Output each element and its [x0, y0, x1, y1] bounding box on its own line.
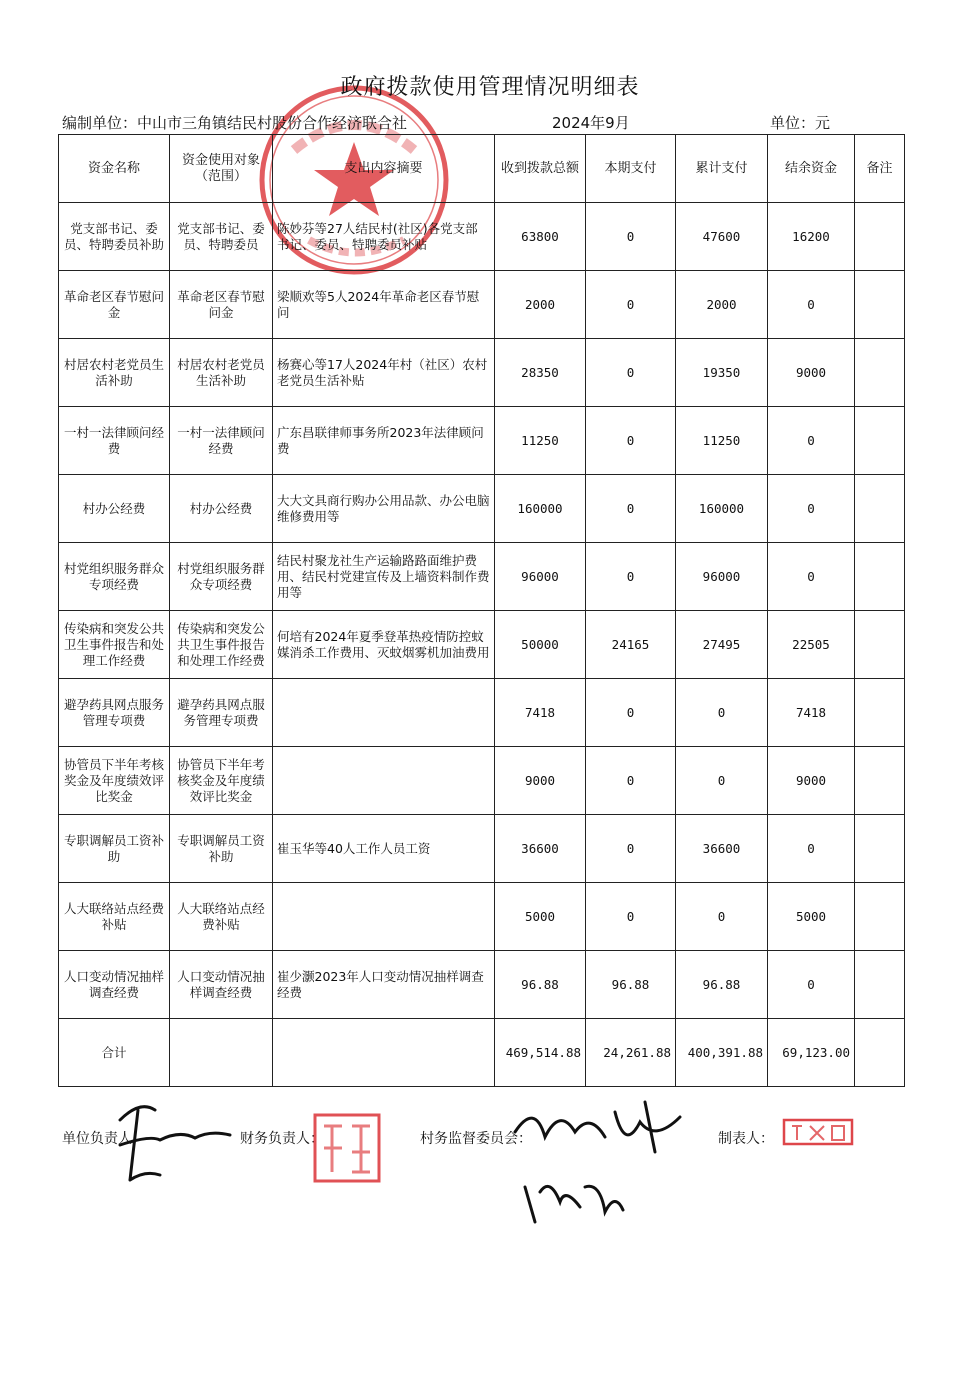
cell-summary [273, 679, 495, 747]
cell-summary: 杨赛心等17人2024年村（社区）农村老党员生活补贴 [273, 339, 495, 407]
cell-fund-name: 人大联络站点经费补贴 [59, 883, 170, 951]
cell-target: 传染病和突发公共卫生事件报告和处理工作经费 [170, 611, 273, 679]
cell-target: 村党组织服务群众专项经费 [170, 543, 273, 611]
cell-balance: 7418 [768, 679, 855, 747]
cell-received: 160000 [495, 475, 586, 543]
report-date: 2024年9月 [552, 114, 630, 132]
maker-stamp [782, 1118, 854, 1146]
cell-summary: 结民村聚龙社生产运输路路面维护费用、结民村党建宣传及上墙资料制作费用等 [273, 543, 495, 611]
table-row [59, 271, 905, 339]
currency-unit: 单位：元 [770, 114, 831, 132]
col-header-summary: 支出内容摘要 [273, 135, 495, 203]
cell-received: 96000 [495, 543, 586, 611]
cell-fund-name: 村办公经费 [59, 475, 170, 543]
cell-summary: 何培有2024年夏季登革热疫情防控蚊媒消杀工作费用、灭蚊烟雾机加油费用 [273, 611, 495, 679]
cell-target: 协管员下半年考核奖金及年度绩效评比奖金 [170, 747, 273, 815]
cell-summary [273, 747, 495, 815]
cell-remark [855, 679, 905, 747]
table-row [59, 747, 905, 815]
page-title: 政府拨款使用管理情况明细表 [340, 75, 640, 100]
unit-head-signature [100, 1090, 240, 1190]
cell-balance: 16200 [768, 203, 855, 271]
cell-current: 0 [586, 883, 676, 951]
cell-current: 0 [586, 543, 676, 611]
cell-target: 避孕药具网点服务管理专项费 [170, 679, 273, 747]
cell-current: 24165 [586, 611, 676, 679]
cell-cumulative: 19350 [676, 339, 768, 407]
supervisor-signature [505, 1092, 695, 1232]
table-row [59, 951, 905, 1019]
maker-label: 制表人： [718, 1131, 774, 1147]
cell-balance: 0 [768, 407, 855, 475]
col-header-balance: 结余资金 [768, 135, 855, 203]
total-received: 469,514.88 [495, 1019, 586, 1087]
total-label: 合计 [59, 1019, 170, 1087]
cell-balance: 0 [768, 271, 855, 339]
cell-remark [855, 1019, 905, 1087]
cell-summary: 梁顺欢等5人2024年革命老区春节慰问 [273, 271, 495, 339]
cell-balance: 9000 [768, 747, 855, 815]
cell-balance: 0 [768, 951, 855, 1019]
cell-cumulative: 0 [676, 747, 768, 815]
col-header-received: 收到拨款总额 [495, 135, 586, 203]
total-balance: 69,123.00 [768, 1019, 855, 1087]
total-cumulative: 400,391.88 [676, 1019, 768, 1087]
cell-fund-name: 村党组织服务群众专项经费 [59, 543, 170, 611]
cell-current: 0 [586, 339, 676, 407]
cell-cumulative: 96.88 [676, 951, 768, 1019]
table-row [59, 543, 905, 611]
cell-cumulative: 160000 [676, 475, 768, 543]
cell-remark [855, 339, 905, 407]
cell-fund-name: 专职调解员工资补助 [59, 815, 170, 883]
cell-received: 50000 [495, 611, 586, 679]
cell-remark [855, 815, 905, 883]
cell-remark [855, 611, 905, 679]
cell-received: 2000 [495, 271, 586, 339]
col-header-remark: 备注 [855, 135, 905, 203]
cell-summary [273, 1019, 495, 1087]
cell-fund-name: 革命老区春节慰问金 [59, 271, 170, 339]
cell-summary: 崔玉华等40人工作人员工资 [273, 815, 495, 883]
cell-received: 63800 [495, 203, 586, 271]
cell-remark [855, 271, 905, 339]
cell-summary [273, 883, 495, 951]
cell-fund-name: 党支部书记、委员、特聘委员补助 [59, 203, 170, 271]
table-row [59, 815, 905, 883]
cell-current: 0 [586, 271, 676, 339]
cell-fund-name: 避孕药具网点服务管理专项费 [59, 679, 170, 747]
cell-remark [855, 883, 905, 951]
table-row [59, 611, 905, 679]
cell-current: 0 [586, 815, 676, 883]
col-header-cumulative: 累计支付 [676, 135, 768, 203]
cell-summary: 陈妙芬等27人结民村(社区)各党支部书记、委员、特聘委员补贴 [273, 203, 495, 271]
cell-current: 0 [586, 203, 676, 271]
cell-summary: 大大文具商行购办公用品款、办公电脑维修费用等 [273, 475, 495, 543]
cell-cumulative: 36600 [676, 815, 768, 883]
table-row [59, 883, 905, 951]
cell-received: 36600 [495, 815, 586, 883]
cell-target: 村办公经费 [170, 475, 273, 543]
cell-cumulative: 11250 [676, 407, 768, 475]
cell-fund-name: 传染病和突发公共卫生事件报告和处理工作经费 [59, 611, 170, 679]
cell-cumulative: 0 [676, 679, 768, 747]
table-row [59, 475, 905, 543]
cell-balance: 22505 [768, 611, 855, 679]
cell-target: 党支部书记、委员、特聘委员 [170, 203, 273, 271]
cell-received: 7418 [495, 679, 586, 747]
cell-remark [855, 543, 905, 611]
cell-remark [855, 747, 905, 815]
cell-received: 28350 [495, 339, 586, 407]
cell-target: 人大联络站点经费补贴 [170, 883, 273, 951]
cell-cumulative: 96000 [676, 543, 768, 611]
cell-fund-name: 村居农村老党员生活补助 [59, 339, 170, 407]
cell-current: 0 [586, 475, 676, 543]
table-row [59, 203, 905, 271]
cell-cumulative: 47600 [676, 203, 768, 271]
cell-received: 5000 [495, 883, 586, 951]
total-row [59, 1019, 905, 1087]
cell-current: 0 [586, 747, 676, 815]
cell-balance: 5000 [768, 883, 855, 951]
table-row [59, 407, 905, 475]
cell-remark [855, 951, 905, 1019]
total-current: 24,261.88 [586, 1019, 676, 1087]
cell-remark [855, 203, 905, 271]
unit-head-label: 单位负责人： [62, 1131, 146, 1147]
cell-target [170, 1019, 273, 1087]
cell-summary: 广东昌联律师事务所2023年法律顾问费 [273, 407, 495, 475]
table-header-row [59, 135, 905, 203]
cell-balance: 0 [768, 543, 855, 611]
compiling-unit: 编制单位：中山市三角镇结民村股份合作经济联合社 [62, 114, 408, 132]
cell-target: 一村一法律顾问经费 [170, 407, 273, 475]
cell-cumulative: 27495 [676, 611, 768, 679]
cell-balance: 9000 [768, 339, 855, 407]
cell-fund-name: 协管员下半年考核奖金及年度绩效评比奖金 [59, 747, 170, 815]
cell-fund-name: 一村一法律顾问经费 [59, 407, 170, 475]
cell-received: 96.88 [495, 951, 586, 1019]
cell-remark [855, 407, 905, 475]
cell-remark [855, 475, 905, 543]
cell-received: 9000 [495, 747, 586, 815]
col-header-fund-name: 资金名称 [59, 135, 170, 203]
cell-target: 专职调解员工资补助 [170, 815, 273, 883]
cell-fund-name: 人口变动情况抽样调查经费 [59, 951, 170, 1019]
cell-target: 革命老区春节慰问金 [170, 271, 273, 339]
finance-head-stamp [312, 1112, 382, 1184]
cell-cumulative: 0 [676, 883, 768, 951]
cell-balance: 0 [768, 815, 855, 883]
cell-current: 96.88 [586, 951, 676, 1019]
supervisor-label: 村务监督委员会： [420, 1131, 532, 1147]
cell-balance: 0 [768, 475, 855, 543]
col-header-current: 本期支付 [586, 135, 676, 203]
cell-received: 11250 [495, 407, 586, 475]
cell-summary: 崔少灏2023年人口变动情况抽样调查经费 [273, 951, 495, 1019]
cell-current: 0 [586, 679, 676, 747]
cell-target: 人口变动情况抽样调查经费 [170, 951, 273, 1019]
cell-cumulative: 2000 [676, 271, 768, 339]
table-row [59, 339, 905, 407]
col-header-target: 资金使用对象（范围） [170, 135, 273, 203]
funds-table [58, 134, 905, 1087]
cell-current: 0 [586, 407, 676, 475]
table-row [59, 679, 905, 747]
cell-target: 村居农村老党员生活补助 [170, 339, 273, 407]
finance-head-label: 财务负责人： [240, 1131, 324, 1147]
